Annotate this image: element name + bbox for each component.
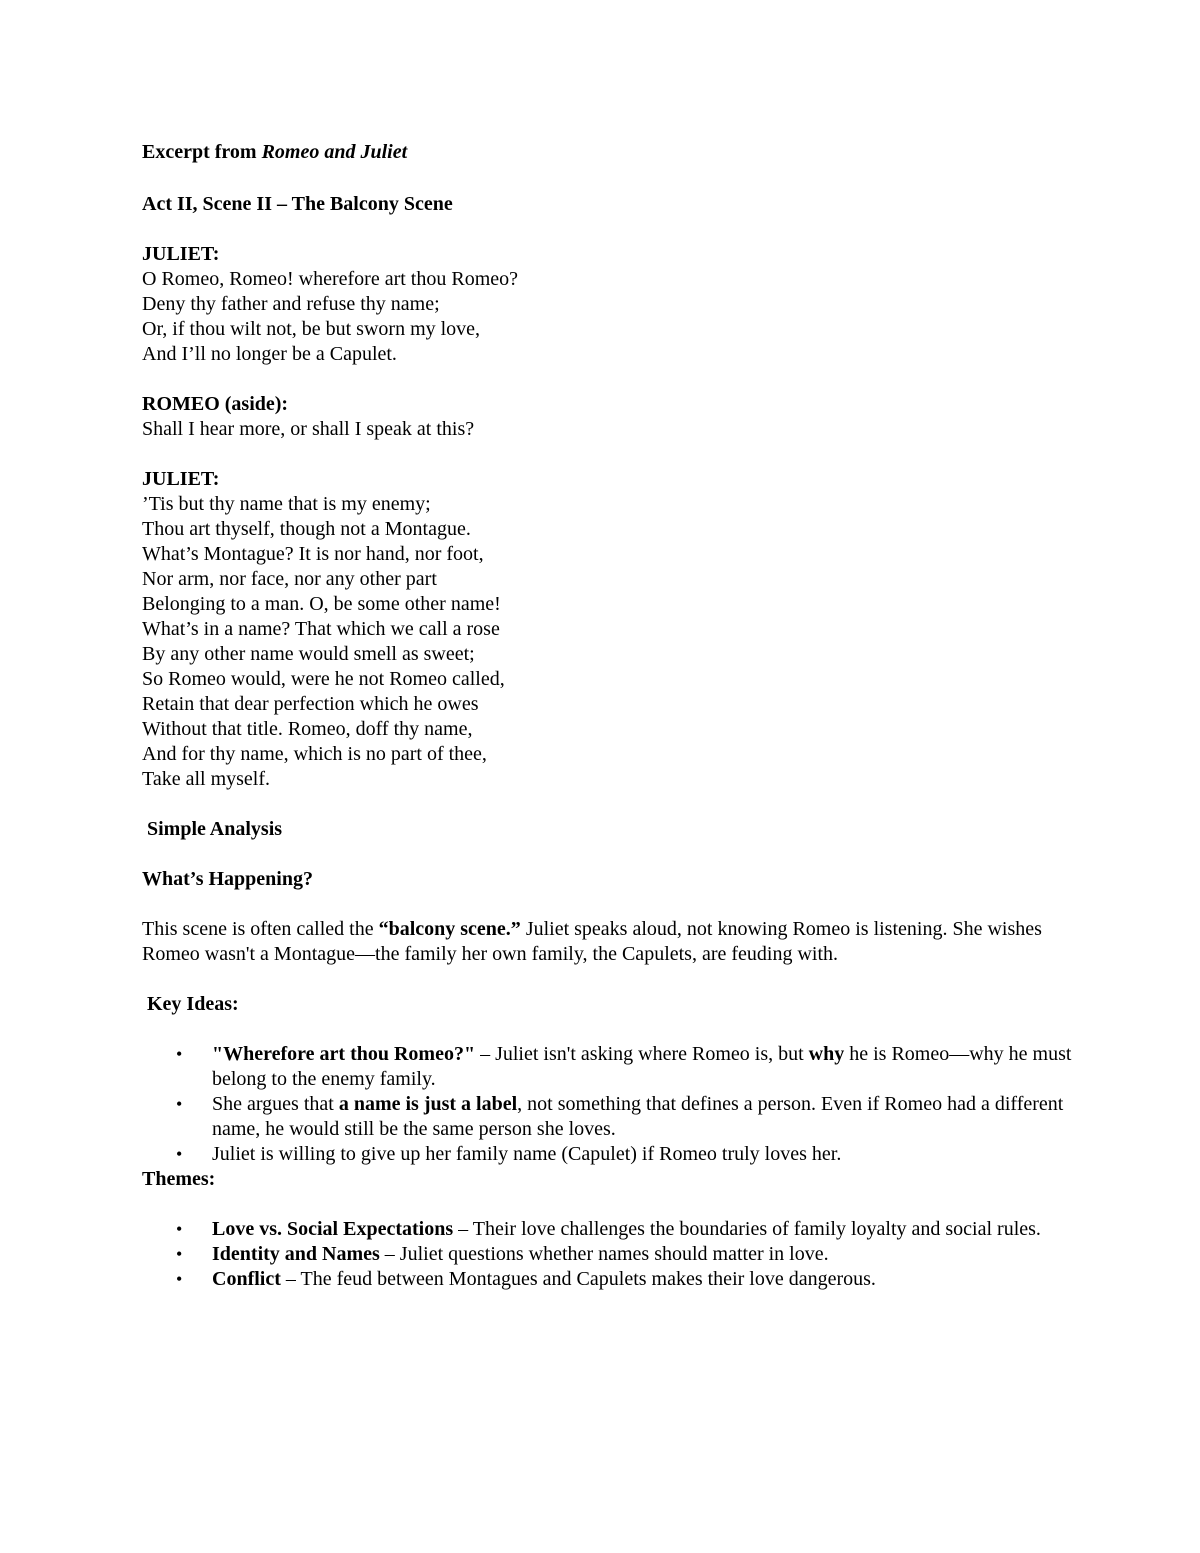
paragraph-text: This scene is often called the — [142, 918, 379, 940]
item-text: – Juliet isn't asking where Romeo is, but — [475, 1043, 809, 1065]
verse-line: What’s Montague? It is nor hand, nor foot, — [142, 543, 484, 565]
bullet-icon: • — [176, 1244, 183, 1264]
item-text: – Juliet questions whether names should matter in love. — [379, 1243, 829, 1265]
item-bold: why — [808, 1043, 845, 1065]
list-item — [142, 1242, 1082, 1267]
speech-romeo — [142, 392, 1082, 442]
verse-line: By any other name would smell as sweet; — [142, 643, 475, 665]
document-title — [142, 140, 1082, 165]
item-bold: "Wherefore art thou Romeo?" — [212, 1043, 476, 1065]
list-item — [142, 1042, 1082, 1092]
item-text: he is Romeo—why he must belong to the enemy family. — [212, 1043, 1072, 1090]
title-work: Romeo and Juliet — [261, 141, 408, 163]
speaker-label: JULIET: — [142, 468, 220, 490]
verse-line: So Romeo would, were he not Romeo called, — [142, 668, 505, 690]
verse-line: And I’ll no longer be a Capulet. — [142, 343, 397, 365]
key-ideas-list — [142, 1042, 1082, 1167]
item-text: She argues that — [212, 1093, 339, 1115]
list-item — [142, 1267, 1082, 1292]
verse-line: Or, if thou wilt not, be but sworn my love, — [142, 318, 481, 340]
verse-line: Without that title. Romeo, doff thy name, — [142, 718, 473, 740]
item-text: – Their love challenges the boundaries of family loyalty and social rules. — [453, 1218, 1041, 1240]
bullet-icon: • — [176, 1219, 183, 1239]
item-bold: Identity and Names — [212, 1243, 380, 1265]
speaker-label: ROMEO (aside): — [142, 393, 289, 415]
item-bold: Conflict — [212, 1268, 281, 1290]
verse-line: What’s in a name? That which we call a rose — [142, 618, 500, 640]
paragraph-text: Juliet speaks aloud, not knowing Romeo is listening. She wishes Romeo wasn't a Montague—the family her own family, the Capulets, are feuding with. — [142, 918, 1042, 965]
verse-line: Deny thy father and refuse thy name; — [142, 293, 440, 315]
verse-line: ’Tis but thy name that is my enemy; — [142, 493, 431, 515]
verse-line: And for thy name, which is no part of thee, — [142, 743, 487, 765]
list-item — [142, 1217, 1082, 1242]
whats-happening-heading: What’s Happening? — [142, 868, 313, 890]
item-text: – The feud between Montagues and Capulets makes their love dangerous. — [280, 1268, 876, 1290]
item-text: , not something that defines a person. Even if Romeo had a different name, he would still be the same person she loves. — [212, 1093, 1064, 1140]
key-ideas-heading: Key Ideas: — [147, 993, 239, 1015]
item-text: Juliet is willing to give up her family name (Capulet) if Romeo truly loves her. — [212, 1143, 842, 1165]
verse-line: Retain that dear perfection which he owes — [142, 693, 479, 715]
themes-list — [142, 1217, 1082, 1292]
document-page — [142, 140, 1082, 1292]
themes-heading: Themes: — [142, 1168, 216, 1190]
verse-line: Belonging to a man. O, be some other name! — [142, 593, 501, 615]
item-bold: a name is just a label — [338, 1093, 518, 1115]
verse-line: Thou art thyself, though not a Montague. — [142, 518, 471, 540]
item-bold: Love vs. Social Expectations — [212, 1218, 454, 1240]
speaker-label: JULIET: — [142, 243, 220, 265]
list-item — [142, 1092, 1082, 1142]
list-item — [142, 1142, 1082, 1167]
speech-juliet-2 — [142, 467, 1082, 792]
whats-happening-paragraph — [142, 917, 1082, 967]
scene-heading: Act II, Scene II – The Balcony Scene — [142, 193, 453, 215]
bullet-icon: • — [176, 1269, 183, 1289]
verse-line: Take all myself. — [142, 768, 270, 790]
bullet-icon: • — [176, 1044, 183, 1064]
analysis-heading: Simple Analysis — [147, 818, 283, 840]
verse-line: Shall I hear more, or shall I speak at this? — [142, 418, 475, 440]
bullet-icon: • — [176, 1094, 183, 1114]
title-prefix: Excerpt from — [142, 141, 262, 163]
paragraph-bold: “balcony scene.” — [378, 918, 521, 940]
bullet-icon: • — [176, 1144, 183, 1164]
speech-juliet-1 — [142, 242, 1082, 367]
verse-line: Nor arm, nor face, nor any other part — [142, 568, 437, 590]
verse-line: O Romeo, Romeo! wherefore art thou Romeo? — [142, 268, 519, 290]
